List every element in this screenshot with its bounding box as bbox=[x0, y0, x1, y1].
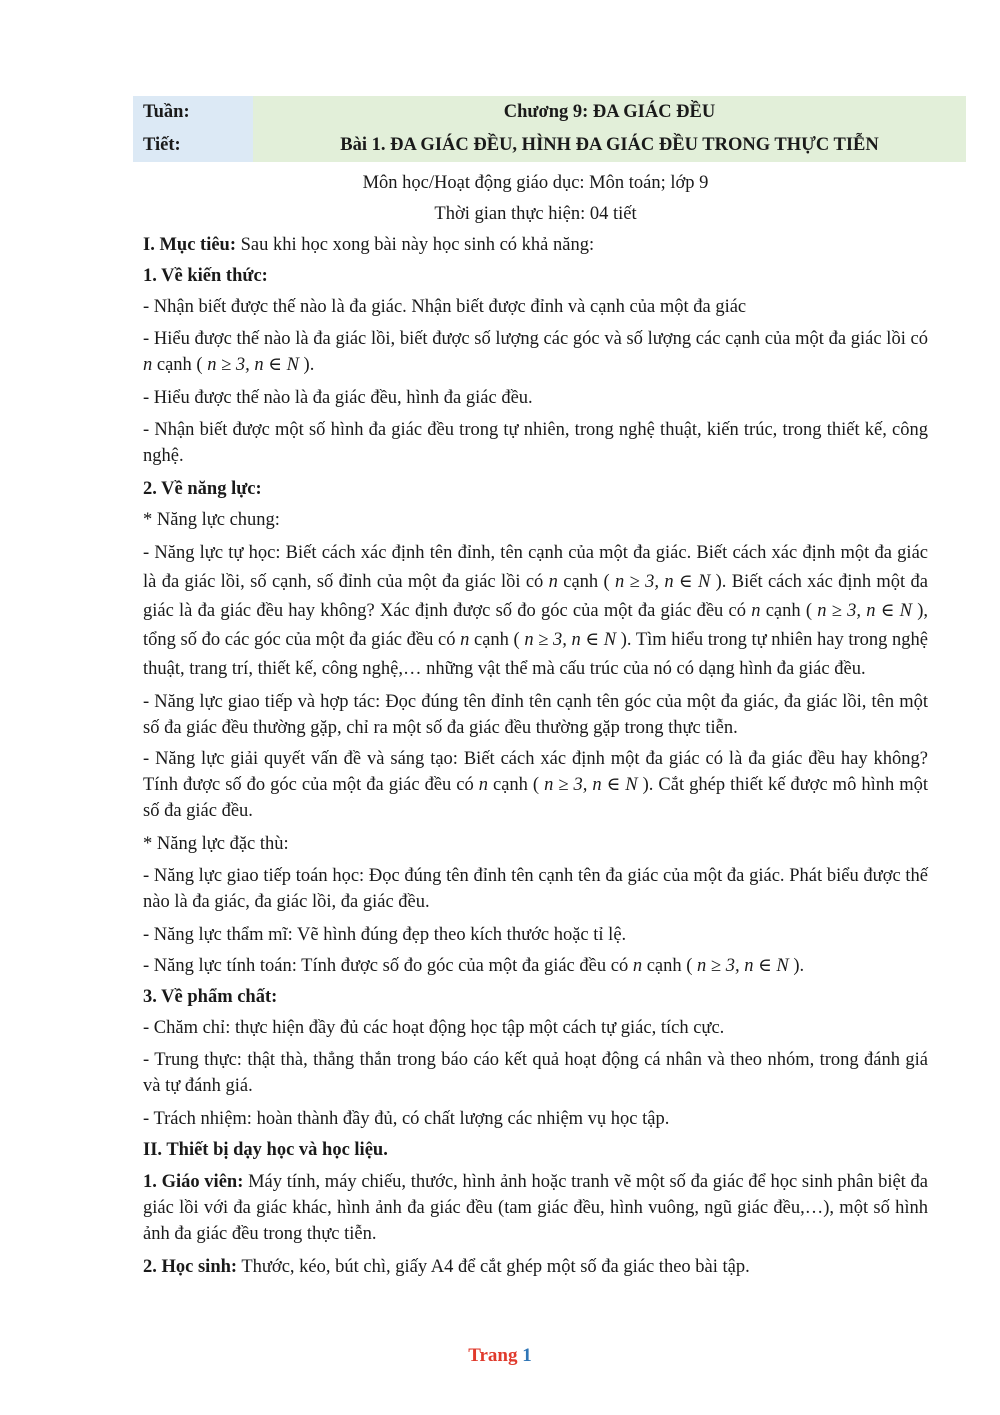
page-footer bbox=[0, 1345, 1000, 1367]
objectives-intro: Sau khi học xong bài này học sinh có khả năng: bbox=[236, 235, 595, 255]
week-label: Tuần: bbox=[133, 96, 253, 129]
ability-problem-solving: - Năng lực giải quyết vấn đề và sáng tạo: Biết cách xác định một đa giác có là đa giác đều hay không? Tính được số đo góc của một đa giác đều có n cạnh ( n ≥ 3, n ∈ N ). Cắt ghép thiết kế được mô hình một số đa giác đều. bbox=[143, 749, 928, 821]
equipment-student: 2. Học sinh: Thước, kéo, bút chì, giấy A4 để cắt ghép một số đa giác theo bài tập. bbox=[143, 1257, 750, 1277]
document-body bbox=[143, 168, 928, 1283]
ability-calculation: - Năng lực tính toán: Tính được số đo góc của một đa giác đều có n cạnh ( n ≥ 3, n ∈ N ). bbox=[143, 956, 805, 976]
time-line: Thời gian thực hiện: 04 tiết bbox=[434, 204, 637, 224]
ability-self-study: - Năng lực tự học: Biết cách xác định tên đỉnh, tên cạnh của một đa giác. Biết cách xác định một đa giác là đa giác lồi, số cạnh, số đỉnh của một đa giác lồi có n cạnh ( n ≥ 3, n ∈ N ). Biết cách xác định một đa giác là đa giác đều hay không? Xác định được số đo góc của một đa giác đều có n cạnh ( n ≥ 3, n ∈ N ), tổng số đo các góc của một đa giác đều có n cạnh ( n ≥ 3, n ∈ N ). Tìm hiểu trong tự nhiên hay trong nghệ thuật, trang trí, thiết kế, công nghệ,… những vật thể mà cấu trúc của nó có dạng hình đa giác đều. bbox=[143, 543, 928, 679]
quality-responsibility: - Trách nhiệm: hoàn thành đầy đủ, có chất lượng các nhiệm vụ học tập. bbox=[143, 1109, 670, 1129]
math-condition: n ≥ 3, n ∈ N bbox=[544, 775, 638, 795]
math-n: n bbox=[478, 775, 488, 795]
knowledge-title: 1. Về kiến thức: bbox=[143, 266, 268, 286]
ability-communication: - Năng lực giao tiếp và hợp tác: Đọc đúng tên đỉnh tên cạnh tên góc của một đa giác, đa giác lồi, tên một số đa giác đều thường gặp, chỉ ra một số đa giác đều thường gặp trong thực tiễn. bbox=[143, 692, 928, 738]
math-condition: n ≥ 3, n ∈ N bbox=[615, 572, 711, 592]
page-number: 1 bbox=[522, 1345, 532, 1366]
equipment-teacher: 1. Giáo viên: Máy tính, máy chiếu, thước, hình ảnh hoặc tranh vẽ một số đa giác để học sinh phân biệt đa giác lồi với đa giác khác, hình ảnh đa giác đều (tam giác đều, hình vuông, ngũ giác đều,…), một số hình ảnh đa giác đều trong thực tiễn. bbox=[143, 1172, 928, 1244]
chapter-title: Chương 9: ĐA GIÁC ĐỀU bbox=[253, 96, 966, 129]
math-condition: n ≥ 3, n ∈ N bbox=[697, 956, 789, 976]
ability-aesthetic: - Năng lực thẩm mĩ: Vẽ hình đúng đẹp theo kích thước hoặc tỉ lệ. bbox=[143, 925, 627, 945]
math-n: n bbox=[143, 355, 153, 375]
period-label: Tiết: bbox=[133, 129, 253, 162]
specific-ability-label: * Năng lực đặc thù: bbox=[143, 834, 289, 854]
math-condition: n ≥ 3, n ∈ N bbox=[207, 355, 299, 375]
knowledge-item-2: - Hiểu được thế nào là đa giác lồi, biết được số lượng các góc và số lượng các cạnh của một đa giác lồi có n cạnh ( n ≥ 3, n ∈ N ). bbox=[143, 329, 928, 375]
quality-honesty: - Trung thực: thật thà, thẳng thắn trong báo cáo kết quả hoạt động cá nhân và theo nhóm, trong đánh giá và tự đánh giá. bbox=[143, 1050, 928, 1096]
math-n: n bbox=[751, 601, 761, 621]
knowledge-item-1: - Nhận biết được thế nào là đa giác. Nhận biết được đỉnh và cạnh của một đa giác bbox=[143, 297, 747, 317]
math-n: n bbox=[632, 956, 643, 976]
math-condition: n ≥ 3, n ∈ N bbox=[524, 630, 617, 650]
math-condition: n ≥ 3, n ∈ N bbox=[817, 601, 912, 621]
general-ability-label: * Năng lực chung: bbox=[143, 510, 280, 530]
objectives-heading-line bbox=[143, 230, 928, 261]
objectives-title: I. Mục tiêu: bbox=[143, 235, 236, 255]
quality-diligence: - Chăm chỉ: thực hiện đầy đủ các hoạt động học tập một cách tự giác, tích cực. bbox=[143, 1018, 725, 1038]
ability-title: 2. Về năng lực: bbox=[143, 479, 262, 499]
math-n: n bbox=[548, 572, 558, 592]
knowledge-item-3: - Hiểu được thế nào là đa giác đều, hình đa giác đều. bbox=[143, 388, 533, 408]
ability-math-communication: - Năng lực giao tiếp toán học: Đọc đúng tên đỉnh tên cạnh tên đa giác của một đa giác. Phát biểu được thế nào là đa giác, đa giác lồi, đa giác đều. bbox=[143, 866, 928, 912]
lesson-title: Bài 1. ĐA GIÁC ĐỀU, HÌNH ĐA GIÁC ĐỀU TRONG THỰC TIỄN bbox=[253, 129, 966, 162]
quality-title: 3. Về phẩm chất: bbox=[143, 987, 278, 1007]
knowledge-item-4: - Nhận biết được một số hình đa giác đều trong tự nhiên, trong nghệ thuật, kiến trúc, trong thiết kế, công nghệ. bbox=[143, 420, 928, 466]
lesson-header-table bbox=[133, 96, 966, 162]
math-n: n bbox=[460, 630, 470, 650]
page-word: Trang bbox=[468, 1345, 518, 1366]
equipment-title: II. Thiết bị dạy học và học liệu. bbox=[143, 1140, 388, 1160]
subject-line: Môn học/Hoạt động giáo dục: Môn toán; lớp 9 bbox=[362, 173, 709, 193]
